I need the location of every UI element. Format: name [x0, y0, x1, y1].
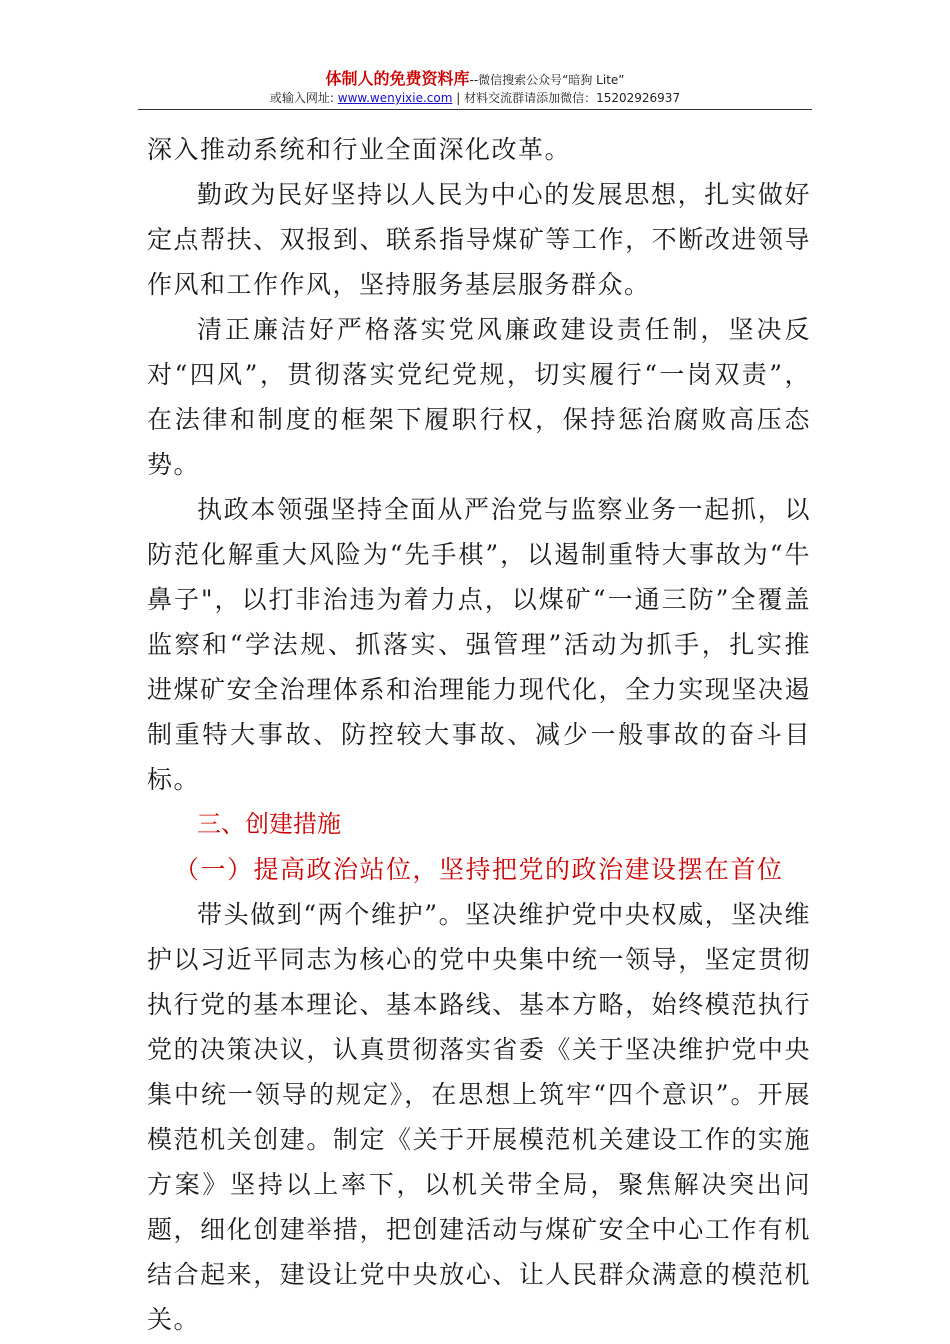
paragraph-qinzheng: 勤政为民好坚持以人民为中心的发展思想，扎实做好定点帮扶、双报到、联系指导煤矿等工作，不断改进领导作风和工作作风，坚持服务基层服务群众。: [147, 180, 811, 299]
section-heading: 三、创建措施: [197, 810, 341, 838]
paragraph-qingzheng: 清正廉洁好严格落实党风廉政建设责任制，坚决反对“四风”，贯彻落实党纪党规，切实履行“一岗双责”，在法律和制度的框架下履职行权，保持惩治腐败高压态势。: [147, 315, 811, 479]
paragraph-zhizheng: 执政本领强坚持全面从严治党与监察业务一起抓，以防范化解重大风险为“先手棋”，以遏制重特大事故为“牛鼻子"，以打非治违为着力点，以煤矿“一通三防”全覆盖监察和“学法规、抓落实、强管理”活动为抓手，扎实推进煤矿安全治理体系和治理能力现代化，全力实现坚决遏制重特大事故、防控较大事故、减少一般事故的奋斗目标。: [147, 495, 811, 794]
header-url-prefix: 或输入网址:: [269, 91, 338, 105]
header-line-1: [0, 70, 950, 88]
paragraph-lianggeweihu: 带头做到“两个维护”。坚决维护党中央权威，坚决维护以习近平同志为核心的党中央集中统一领导，坚定贯彻执行党的基本理论、基本路线、基本方略，始终模范执行党的决策决议，认真贯彻落实省委《关于坚决维护党中央集中统一领导的规定》，在思想上筑牢“四个意识”。开展模范机关创建。制定《关于开展模范机关建设工作的实施方案》坚持以上率下，以机关带全局，聚焦解决突出问题，细化创建举措，把创建活动与煤矿安全中心工作有机结合起来，建设让党中央放心、让人民群众满意的模范机关。: [147, 900, 811, 1334]
header-divider: [138, 109, 812, 110]
header-url-link[interactable]: www.wenyixie.com: [337, 91, 453, 105]
subsection-heading: （一）提高政治站位，坚持把党的政治建设摆在首位: [174, 855, 784, 884]
header-line-2: [0, 90, 950, 106]
header-title: 体制人的免费资料库: [325, 69, 470, 88]
document-body: [147, 127, 811, 1342]
document-header: [0, 70, 950, 106]
header-subtitle: --微信搜索公众号“暗狗 Lite”: [469, 73, 625, 87]
header-contact: | 材料交流群请添加微信：15202926937: [452, 91, 681, 105]
paragraph-continuation: 深入推动系统和行业全面深化改革。: [147, 135, 572, 164]
